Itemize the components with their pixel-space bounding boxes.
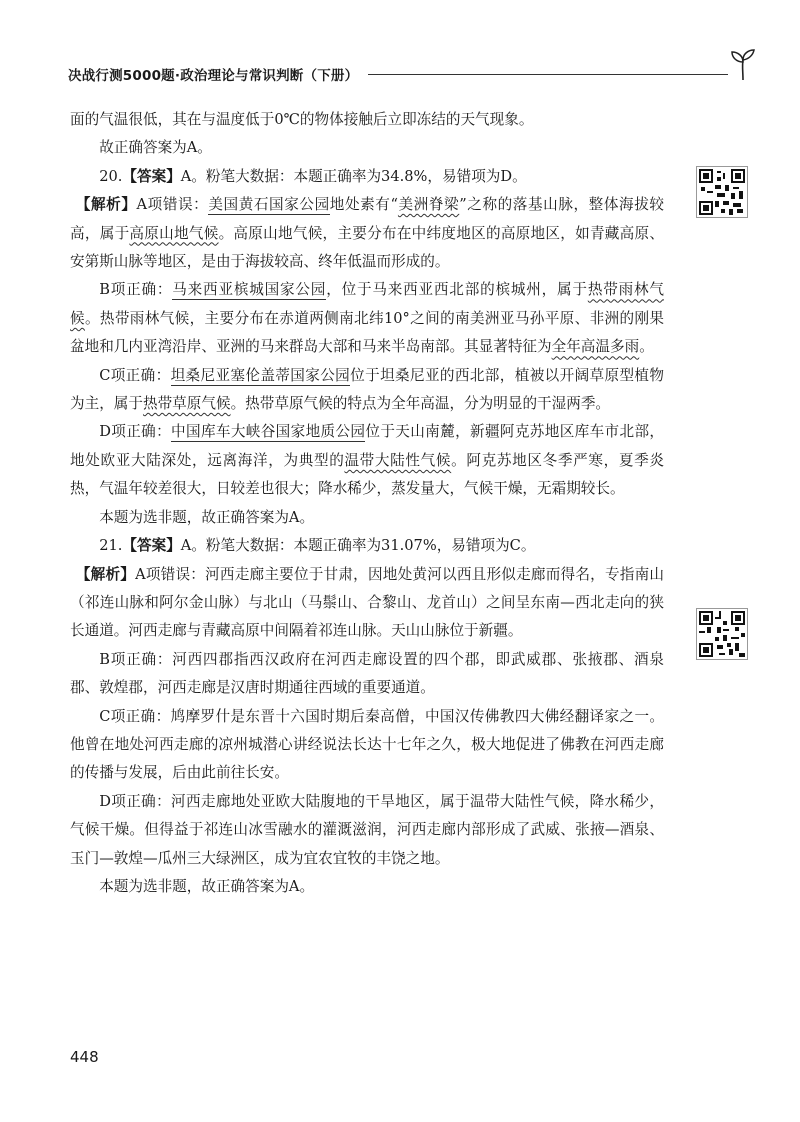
page-body [70,106,664,901]
text: 地处素有“ [329,196,398,214]
answer-20 [70,163,664,191]
underlined-term: 马来西亚槟城国家公园 [172,281,327,299]
header-rule [368,74,728,75]
analysis-21-c: C项正确：鸠摩罗什是东晋十六国时期后秦高僧，中国汉传佛教四大佛经翻译家之一。他曾在地处河西走廊的凉州城潜心讲经说法长达十七年之久，极大地促进了佛教在河西走廊的传播与发展，后由此前往长安。 [70,707,664,782]
analysis-label: 【解析】 [75,565,136,583]
analysis-label: 【解析】 [75,196,137,214]
question-number: 20. [99,167,123,185]
analysis-20-a [70,191,664,276]
wavy-term: 热带草原气候 [142,395,231,413]
sprout-icon [726,48,760,82]
text: 。 [639,338,654,356]
option-prefix: D项正确： [99,423,172,441]
wavy-term: 热带雨林气候 [70,281,664,327]
underlined-term: 坦桑尼亚塞伦盖蒂国家公园 [170,366,351,384]
qr-code-icon[interactable] [696,166,748,218]
conclusion-20: 本题为选非题，故正确答案为A。 [99,508,315,526]
text: 。热带雨林气候，主要分布在赤道两侧南北纬10°之间的南美洲亚马孙平原、非洲的刚果盆地和几内亚湾沿岸、亚洲的马来群岛大部和马来半岛南部。其显著特征为 [70,309,664,356]
option-prefix: A项错误： [136,196,209,214]
text: A项错误：河西走廊主要位于甘肃，因地处黄河以西且形似走廊而得名，专指南山（祁连山脉和阿尔金山脉）与北山（马鬃山、合黎山、龙首山）之间呈东南—西北走向的狭长通道。河西走廊与青藏高原中间隔着祁连山脉。天山山脉位于新疆。 [70,565,664,640]
answer-text: A。粉笔大数据：本题正确率为34.8%，易错项为D。 [180,167,527,185]
text: 位于天山南麓，新疆阿克苏地区库车市北部，地处欧亚大陆深处，远离海洋，为典型的 [70,423,664,469]
analysis-20-d [70,418,664,503]
answer-label: 【答案】 [122,167,181,185]
analysis-20-b [70,276,664,361]
book-title: 决战行测5000题·政治理论与常识判断（下册） [68,68,359,84]
answer-text: A。粉笔大数据：本题正确率为31.07%，易错项为C。 [180,537,536,555]
analysis-21-b: B项正确：河西四郡指西汉政府在河西走廊设置的四个郡，即武威郡、张掖郡、酒泉郡、敦煌郡，河西走廊是汉唐时期通往西域的重要通道。 [70,650,664,697]
wavy-term: 温带大陆性气候 [344,451,452,469]
qr-code-icon[interactable] [696,608,748,660]
underlined-term: 美国黄石国家公园 [208,196,330,214]
conclusion-21: 本题为选非题，故正确答案为A。 [99,877,315,895]
question-number: 21. [99,537,123,555]
analysis-21-a [70,561,664,646]
page-header [68,62,760,86]
analysis-21-d: D项正确：河西走廊地处亚欧大陆腹地的干旱地区，属于温带大陆性气候，降水稀少，气候干燥。但得益于祁连山冰雪融水的灌溉滋润，河西走廊内部形成了武威、张掖—酒泉、玉门—敦煌—瓜州三大绿洲区，成为宜农宜牧的丰饶之地。 [70,792,664,867]
wavy-term: 美洲脊梁 [397,196,460,214]
paragraph: 故正确答案为A。 [99,139,212,157]
text: 位于坦桑尼亚的西北部，植被以开阔草原型植物为主，属于 [70,366,664,413]
paragraph: 面的气温很低，其在与温度低于0℃的物体接触后立即冻结的天气现象。 [70,111,534,128]
option-prefix: C项正确： [99,366,171,384]
text: ”之称的落基山脉，整体海拔较高，属于 [70,196,664,242]
analysis-20-c [70,362,664,419]
page-number: 448 [70,1048,99,1066]
wavy-term: 全年高温多雨 [551,338,640,356]
answer-21 [70,532,664,560]
answer-label: 【答案】 [122,537,181,555]
option-prefix: B项正确： [99,281,173,299]
text: ，位于马来西亚西北部的槟城州，属于 [326,281,588,299]
wavy-term: 高原山地气候 [129,224,219,242]
text: 。高原山地气候，主要分布在中纬度地区的高原地区，如青藏高原、安第斯山脉等地区，是由于海拔较高、终年低温而形成的。 [70,224,664,271]
text: 。阿克苏地区冬季严寒，夏季炎热，气温年较差很大，日较差也很大；降水稀少，蒸发量大，气候干燥，无霜期较长。 [70,451,664,498]
underlined-term: 中国库车大峡谷国家地质公园 [171,423,366,441]
text: 。热带草原气候的特点为全年高温，分为明显的干湿两季。 [230,395,611,413]
